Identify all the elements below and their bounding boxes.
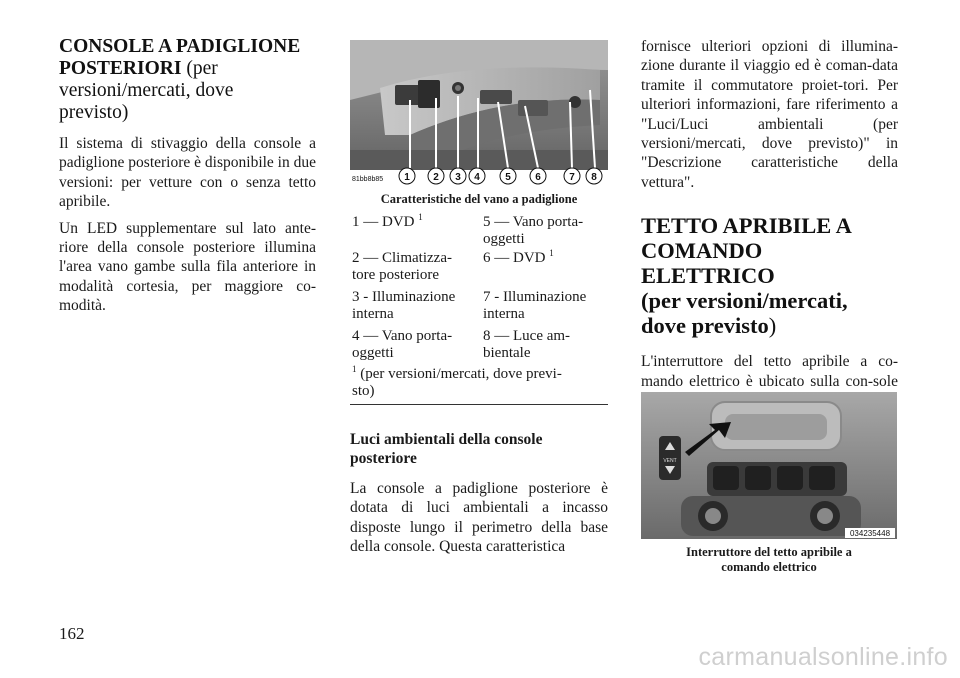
paragraph-ambient-lights: La console a padiglione posteriore è dotata di luci ambientali a incasso disposte lungo il perimetro della base della console. Questa caratteristica bbox=[350, 479, 608, 556]
callout-5: 5 bbox=[505, 172, 511, 183]
paragraph-sunroof-switch: L'interruttore del tetto apribile a co-mando elettrico è ubicato sulla con-sole bbox=[641, 353, 898, 390]
legend-item-2: 2 — Climatizza- tore posteriore bbox=[352, 250, 452, 283]
sunroof-switch-photo bbox=[641, 392, 897, 539]
callout-3: 3 bbox=[455, 172, 461, 183]
figure1-caption: Caratteristiche del vano a padiglione bbox=[380, 192, 578, 206]
overhead-console-photo bbox=[350, 40, 608, 187]
callout-7: 7 bbox=[569, 172, 575, 183]
legend-item-7: 7 - Illuminazione interna bbox=[483, 289, 587, 322]
sunroof-switch-illustration bbox=[641, 392, 897, 539]
section-heading-rear-console: CONSOLE A PADIGLIONE POSTERIORI (per versioni/mercati, dove previsto) bbox=[59, 36, 301, 123]
page-number: 162 bbox=[59, 624, 85, 643]
figure-code: 81bb8b85 bbox=[352, 176, 384, 183]
callout-1: 1 bbox=[404, 172, 410, 183]
subheading-ambient-lights: Luci ambientali della console posteriore bbox=[350, 431, 543, 468]
callout-4: 4 bbox=[474, 172, 480, 183]
callout-2: 2 bbox=[433, 172, 439, 183]
legend-rule bbox=[350, 404, 608, 405]
legend-item-4: 4 — Vano porta- oggetti bbox=[352, 328, 453, 361]
left-column bbox=[59, 0, 316, 316]
legend-footnote: $^1$ (per versioni/mercati, dove previ- sto) bbox=[352, 364, 562, 399]
paragraph-storage-system: Il sistema di stivaggio della console a padiglione posteriore è disponibile in due versioni: per vetture con o senza tetto apribile. bbox=[59, 135, 316, 211]
middle-column bbox=[350, 430, 608, 556]
section-heading-sunroof: TETTO APRIBILE A COMANDO ELETTRICO (per versioni/mercati, dove previsto) bbox=[641, 213, 852, 339]
overhead-console-illustration bbox=[350, 40, 608, 187]
legend-item-8: 8 — Luce am- bientale bbox=[483, 328, 571, 361]
watermark: carmanualsonline.info bbox=[698, 643, 948, 671]
legend-item-6: 6 — DVD $^1$ bbox=[483, 248, 554, 266]
figure2-code: 034235448 bbox=[849, 529, 891, 538]
legend-item-5: 5 — Vano porta- oggetti bbox=[483, 214, 584, 247]
vent-label: VENT bbox=[663, 458, 677, 464]
right-column bbox=[641, 37, 898, 410]
legend-table bbox=[350, 214, 608, 404]
callout-6: 6 bbox=[535, 172, 541, 183]
paragraph-ambient-continued: fornisce ulteriori opzioni di illumina-zione durante il viaggio ed è coman-data tramite il commutatore proiet-tori. Per ulteriori informazioni, fare riferimento a "Luci/Luci ambientali (per versioni/mercati, dove previsto)" in "Descrizione caratteristiche della vettura". bbox=[641, 38, 898, 191]
legend-item-3: 3 - Illuminazione interna bbox=[352, 289, 456, 322]
figure2-caption: Interruttore del tetto apribile a comando elettrico bbox=[686, 545, 852, 574]
legend-item-1: 1 — DVD $^1$ bbox=[352, 212, 423, 230]
paragraph-led: Un LED supplementare sul lato ante-riore della console posteriore illumina l'area vano gambe sulla fila anteriore in modalità cortesia, per maggiore co-modità. bbox=[59, 219, 316, 315]
callout-8: 8 bbox=[591, 172, 597, 183]
